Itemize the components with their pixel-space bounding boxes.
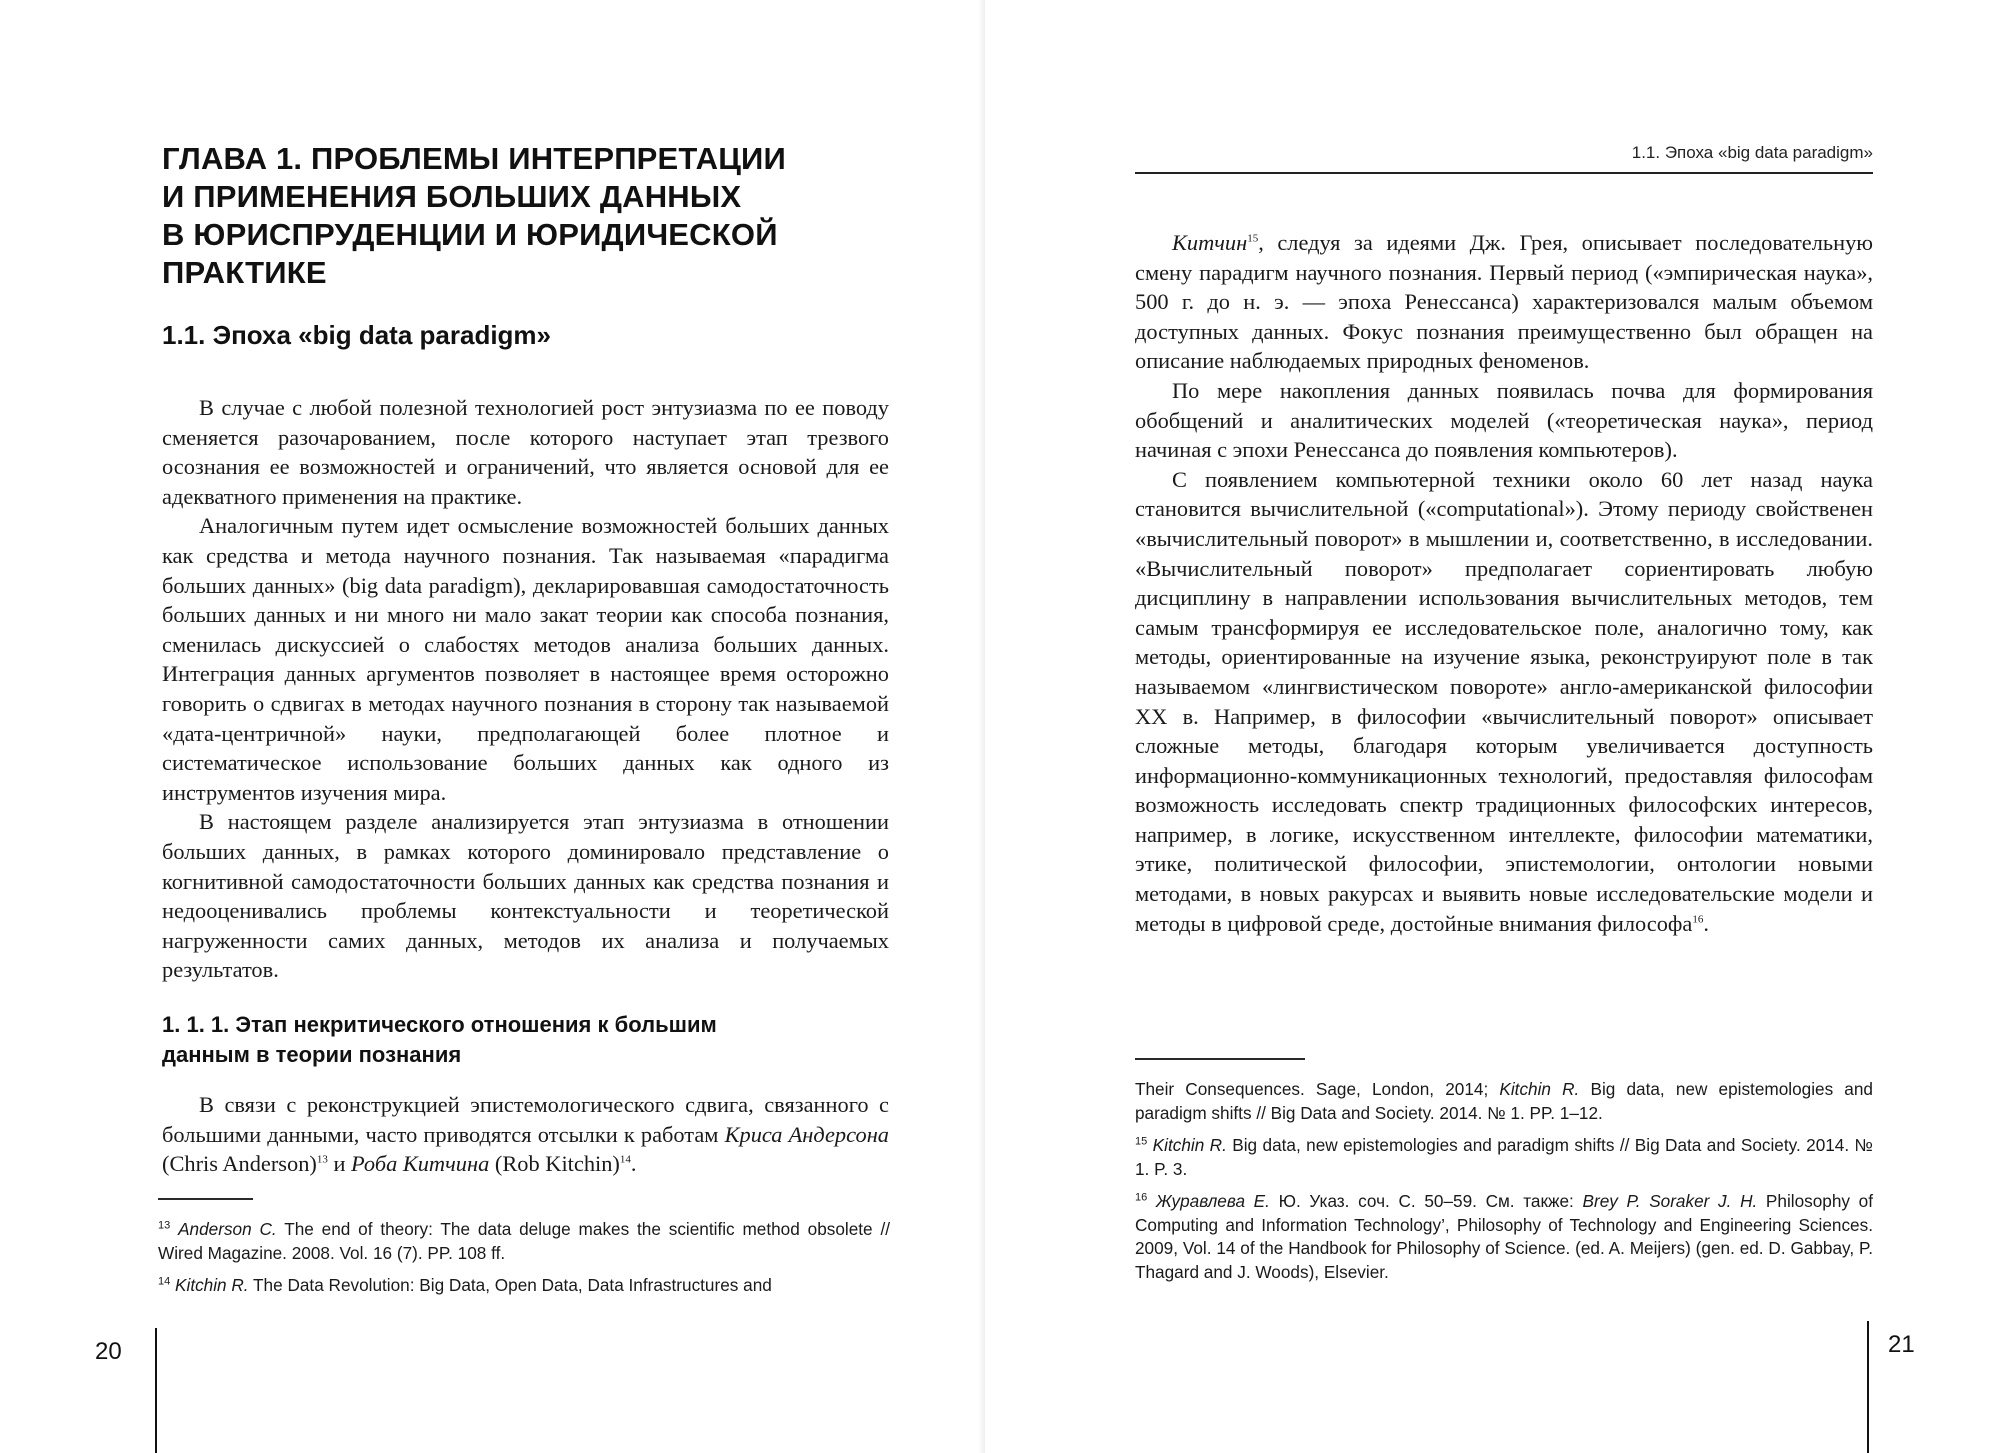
footnote-author: Журавлева Е. bbox=[1155, 1191, 1270, 1211]
footnote-text: Big data, new epistemologies and paradigm shifts // Big Data and Society. 2014. № 1. PP. 1–12. bbox=[1135, 1079, 1873, 1123]
footnote-divider bbox=[1135, 1058, 1305, 1060]
footnote-continuation bbox=[1135, 1078, 1873, 1125]
footnote-text: Ю. Указ. соч. С. 50–59. См. также: bbox=[1278, 1191, 1583, 1211]
chapter-title bbox=[162, 140, 882, 292]
footnote-ref[interactable]: 14 bbox=[619, 1153, 631, 1166]
paragraph: Аналогичным путем идет осмысление возможностей больших данных как средства и метода научного познания. Так называемая «парадигма больших данных» (big data paradigm), декларировавшая самодостаточность больших данных и ни много ни мало закат теории как способа познания, сменилась дискуссией о слабостях методов анализа больших данных. Интеграция данных аргументов позволяет в настоящее время осторожно говорить о сдвигах в методах научного познания в сторону так называемой «дата-центричной» науки, предполагающей более плотное и систематическое использование больших данных как одного из инструментов изучения мира. bbox=[162, 513, 889, 805]
section-title: 1.1. Эпоха «big data paradigm» bbox=[162, 320, 552, 350]
paragraph bbox=[1135, 228, 1873, 376]
footnote-divider bbox=[158, 1198, 253, 1200]
footnote-text: The end of theory: The data deluge makes the scientific method obsolete // Wired Magazine. 2008. Vol. 16 (7). PP. 108 ff. bbox=[158, 1219, 890, 1263]
text-run: В связи с реконструкцией эпистемологического сдвига, связанного с большими данными, часто приводятся отсылки к работам bbox=[162, 1092, 889, 1147]
footnote-ref[interactable]: 16 bbox=[1692, 913, 1704, 926]
footnote-number: 13 bbox=[158, 1219, 171, 1232]
footnote-text: The Data Revolution: Big Data, Open Data, Data Infrastructures and bbox=[248, 1275, 772, 1295]
footnotes bbox=[1135, 1078, 1873, 1293]
footnotes bbox=[158, 1218, 890, 1307]
footnote-text: Philosophy of Computing and Information Technology’, Philosophy of Technology and Engineering Sciences. 2009, Vol. 14 of the Handbook for Philosophy of Science. (ed. A. Meijers) (gen. ed. D. Gabbay, P. Thagard and J. Woods), Elsevier. bbox=[1135, 1191, 1874, 1282]
footnote-author: Kitchin R. bbox=[1152, 1135, 1227, 1155]
text-run: (Rob Kitchin) bbox=[489, 1151, 620, 1177]
author-name: Китчин bbox=[1172, 230, 1248, 255]
author-name: Роба Китчина bbox=[351, 1151, 490, 1177]
paragraph: В настоящем разделе анализируется этап энтузиазма в отношении больших данных, в рамках которого доминировало представление о когнитивной самодостаточности больших данных как средства познания и недооценивались проблемы контекстуальности и теоретической нагруженности самих данных, методов их анализа и получаемых результатов. bbox=[162, 809, 889, 983]
footnote-number: 16 bbox=[1135, 1191, 1148, 1204]
page-number: 21 bbox=[1888, 1331, 1915, 1358]
paragraph bbox=[1135, 465, 1873, 939]
page-number-rule bbox=[1867, 1321, 1869, 1453]
text-run: (Chris Anderson) bbox=[162, 1151, 317, 1177]
footnote bbox=[158, 1274, 890, 1298]
footnote-author: Brey P. Soraker J. H. bbox=[1582, 1191, 1758, 1211]
subsection-title-line: данным в теории познания bbox=[162, 1042, 462, 1067]
chapter-title-line: ГЛАВА 1. ПРОБЛЕМЫ ИНТЕРПРЕТАЦИИ bbox=[162, 141, 787, 176]
footnote-number: 15 bbox=[1135, 1135, 1148, 1148]
subsection-title bbox=[162, 1010, 862, 1070]
running-head: 1.1. Эпоха «big data paradigm» bbox=[1631, 143, 1873, 162]
right-body bbox=[1135, 228, 1873, 938]
paragraph bbox=[162, 1090, 889, 1179]
section-body bbox=[162, 393, 889, 985]
author-name: Криса Андерсона bbox=[724, 1121, 889, 1147]
chapter-title-line: В ЮРИСПРУДЕНЦИИ И ЮРИДИЧЕСКОЙ bbox=[162, 217, 778, 252]
text-run: и bbox=[327, 1151, 352, 1177]
footnote-author: Kitchin R. bbox=[1499, 1079, 1580, 1099]
chapter-title-line: И ПРИМЕНЕНИЯ БОЛЬШИХ ДАННЫХ bbox=[162, 179, 742, 214]
paragraph: В случае с любой полезной технологией рост энтузиазма по ее поводу сменяется разочарованием, после которого наступает этап трезвого осознания ее возможностей и ограничений, что является основой для ее адекватного применения на практике. bbox=[162, 395, 889, 509]
text-run: . bbox=[1703, 910, 1709, 936]
left-page bbox=[0, 0, 985, 1453]
footnote bbox=[1135, 1190, 1873, 1284]
footnote-number: 14 bbox=[158, 1275, 171, 1288]
page-number: 20 bbox=[95, 1338, 122, 1365]
text-run: . bbox=[630, 1151, 637, 1177]
footnote-ref[interactable]: 15 bbox=[1247, 232, 1259, 245]
page-number-rule bbox=[155, 1328, 157, 1453]
text-run: С появлением компьютерной техники около 60 лет назад наука становится вычислительной («computational»). Этому периоду свойственен «вычислительный поворот» в мышлении и, соответственно, в исследовании. «Вычислительный поворот» предполагает сориентировать любую дисциплину в направлении использования вычислительных методов, тем самым трансформируя ее исследовательское поле, аналогично тому, как методы, ориентированные на изучение языка, реконструируют поле в так называемом «лингвистическом повороте» англо-американской философии XX в. Например, в философии «вычислительный поворот» описывает сложные методы, благодаря которым увеличивается доступность информационно-коммуникационных технологий, предоставляя философам возможность исследовать спектр традиционных философских интересов, например, в логике, искусственном интеллекте, философии математики, этике, политической философии, эпистемологии, онтологии новыми методами, в новых ракурсах и выявить новые исследовательские модели и методы в цифровой среде, достойные внимания философа bbox=[1135, 466, 1873, 936]
footnote bbox=[1135, 1134, 1873, 1181]
footnote bbox=[158, 1218, 890, 1265]
footnote-text: Their Consequences. Sage, London, 2014; bbox=[1135, 1079, 1500, 1099]
subsection-title-line: 1. 1. 1. Этап некритического отношения к большим bbox=[162, 1012, 717, 1037]
footnote-text: Big data, new epistemologies and paradigm shifts // Big Data and Society. 2014. № 1. P. 3. bbox=[1135, 1135, 1873, 1179]
chapter-title-line: ПРАКТИКЕ bbox=[162, 255, 327, 290]
header-rule bbox=[1135, 172, 1873, 174]
footnote-ref[interactable]: 13 bbox=[316, 1153, 328, 1166]
subsection-body bbox=[162, 1090, 889, 1179]
text-run: , следуя за идеями Дж. Грея, описывает последовательную смену парадигм научного познания. Первый период («эмпирическая наука», 500 г. до н. э. — эпоха Ренессанса) характеризовался малым объемом доступных данных. Фокус познания преимущественно был обращен на описание наблюдаемых природных феноменов. bbox=[1135, 230, 1873, 374]
paragraph: По мере накопления данных появилась почва для формирования обобщений и аналитических моделей («теоретическая наука», период начиная с эпохи Ренессанса до появления компьютеров). bbox=[1135, 377, 1873, 463]
footnote-author: Anderson C. bbox=[178, 1219, 277, 1239]
footnote-author: Kitchin R. bbox=[175, 1275, 249, 1295]
